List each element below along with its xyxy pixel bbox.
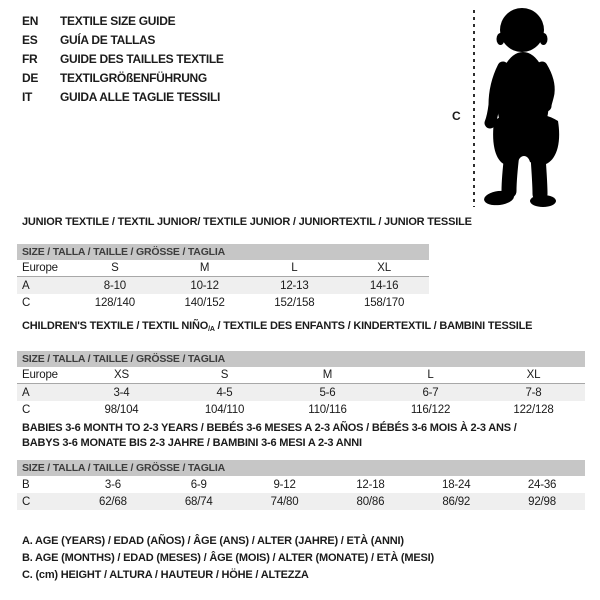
baby-silhouette-icon (482, 5, 572, 207)
row-value: 3-6 (104, 478, 121, 491)
row-value: 6-7 (422, 386, 439, 399)
table-row (17, 277, 429, 294)
childrens-textile-section (17, 319, 585, 418)
row-value: 8-10 (103, 279, 126, 292)
row-value: 18-24 (442, 478, 471, 491)
size-header-bar: SIZE / TALLA / TAILLE / GRÖSSE / TAGLIA (17, 244, 429, 260)
table-row (17, 367, 585, 384)
row-value: 6-9 (190, 478, 207, 491)
row-label: C (22, 403, 31, 416)
table-row (17, 260, 429, 277)
row-label: C (22, 296, 31, 309)
babies-textile-section (17, 421, 585, 510)
row-value: 86/92 (442, 495, 471, 508)
section-title-text: BABYS 3-6 MONATE BIS 2-3 JAHRE / BAMBINI 3-6 MESI A 2-3 ANNI (22, 437, 362, 449)
row-value: XS (114, 369, 129, 381)
row-value: 116/122 (410, 403, 451, 416)
row-label: B (22, 478, 30, 491)
section-title-text: JUNIOR TEXTILE / TEXTIL JUNIOR/ TEXTILE JUNIOR / JUNIORTEXTIL / JUNIOR TESSILE (22, 216, 472, 228)
language-row (22, 68, 224, 87)
row-value: XL (526, 369, 541, 381)
section-title-text: /A (208, 326, 215, 333)
size-header-bar: SIZE / TALLA / TAILLE / GRÖSSE / TAGLIA (17, 351, 585, 367)
table-row (17, 476, 585, 493)
row-label: A (22, 386, 30, 399)
legend-note: C. (cm) HEIGHT / ALTURA / HAUTEUR / HÖHE / ALTEZZA (22, 569, 309, 581)
language-row (22, 49, 224, 68)
section-title (17, 319, 585, 337)
row-label: Europe (22, 369, 58, 381)
row-value: 14-16 (369, 279, 399, 292)
row-label: C (22, 495, 31, 508)
row-value: 9-12 (273, 478, 296, 491)
language-row (22, 30, 224, 49)
row-value: S (111, 262, 119, 274)
section-title-text: CHILDREN'S TEXTILE / TEXTIL NIÑO (22, 320, 209, 332)
legend-note: A. AGE (YEARS) / EDAD (AÑOS) / ÂGE (ANS) / ALTER (JAHRE) / ETÀ (ANNI) (22, 535, 404, 547)
row-value: 98/104 (104, 403, 139, 416)
language-title: TEXTILGRÖßENFÜHRUNG (60, 70, 207, 85)
row-value: S (220, 369, 229, 381)
row-value: 92/98 (528, 495, 556, 508)
row-value: 122/128 (513, 403, 554, 416)
language-title: TEXTILE SIZE GUIDE (60, 13, 176, 28)
language-row (22, 87, 224, 106)
language-row (22, 11, 224, 30)
language-code: DE (22, 70, 39, 85)
legend-note: B. AGE (MONTHS) / EDAD (MESES) / ÂGE (MOIS) / ALTER (MONATE) / ETÀ (MESI) (22, 552, 434, 564)
language-title: GUIDE DES TAILLES TEXTILE (60, 51, 224, 66)
row-label: A (22, 279, 30, 292)
language-code: EN (22, 13, 39, 28)
row-value: 74/80 (270, 495, 299, 508)
section-title-line (22, 319, 585, 337)
row-label: Europe (22, 262, 58, 274)
table-row (17, 384, 585, 401)
row-value: XL (377, 262, 391, 274)
table-row (17, 294, 429, 311)
table-row (17, 493, 585, 510)
size-table (17, 367, 585, 418)
legend-notes (22, 533, 434, 584)
table-row (17, 401, 585, 418)
row-value: 152/158 (274, 296, 315, 309)
section-title-text: BABIES 3-6 MONTH TO 2-3 YEARS / BEBÉS 3-6 MESES A 2-3 AÑOS / BÉBÉS 3-6 MOIS À 2-3 ANS / (22, 422, 517, 434)
section-title-line (22, 215, 472, 230)
row-value: 140/152 (184, 296, 225, 309)
section-title (17, 421, 585, 451)
row-value: 24-36 (527, 478, 557, 491)
height-measure-label: C (452, 109, 461, 123)
language-code: ES (22, 32, 38, 47)
section-title-line (22, 436, 585, 451)
size-table (17, 476, 585, 510)
section-title-line (22, 421, 585, 436)
language-code: FR (22, 51, 38, 66)
row-value: 10-12 (190, 279, 219, 292)
row-value: 3-4 (113, 386, 130, 399)
row-value: 128/140 (94, 296, 135, 309)
row-value: 80/86 (356, 495, 385, 508)
height-measure-dotted-line (473, 10, 475, 207)
row-value: 68/74 (184, 495, 213, 508)
row-value: L (427, 369, 434, 381)
row-value: 7-8 (525, 386, 542, 399)
size-table (17, 260, 429, 311)
language-title: GUIDA ALLE TAGLIE TESSILI (60, 89, 221, 104)
row-value: 12-18 (356, 478, 385, 491)
language-list (22, 11, 224, 106)
row-value: M (199, 262, 210, 274)
section-title (17, 215, 472, 230)
row-value: 5-6 (319, 386, 336, 399)
row-value: 104/110 (204, 403, 245, 416)
row-value: 158/170 (364, 296, 405, 309)
row-value: 110/116 (308, 403, 347, 416)
row-value: 12-13 (280, 279, 309, 292)
size-header-bar: SIZE / TALLA / TAILLE / GRÖSSE / TAGLIA (17, 460, 585, 476)
row-value: M (322, 369, 333, 381)
section-title-text: / TEXTILE DES ENFANTS / KINDERTEXTIL / BAMBINI TESSILE (214, 320, 533, 332)
row-value: 4-5 (216, 386, 233, 399)
junior-textile-section (17, 215, 472, 311)
row-value: L (291, 262, 298, 274)
language-title: GUÍA DE TALLAS (60, 32, 156, 47)
language-code: IT (22, 89, 33, 104)
row-value: 62/68 (99, 495, 127, 508)
